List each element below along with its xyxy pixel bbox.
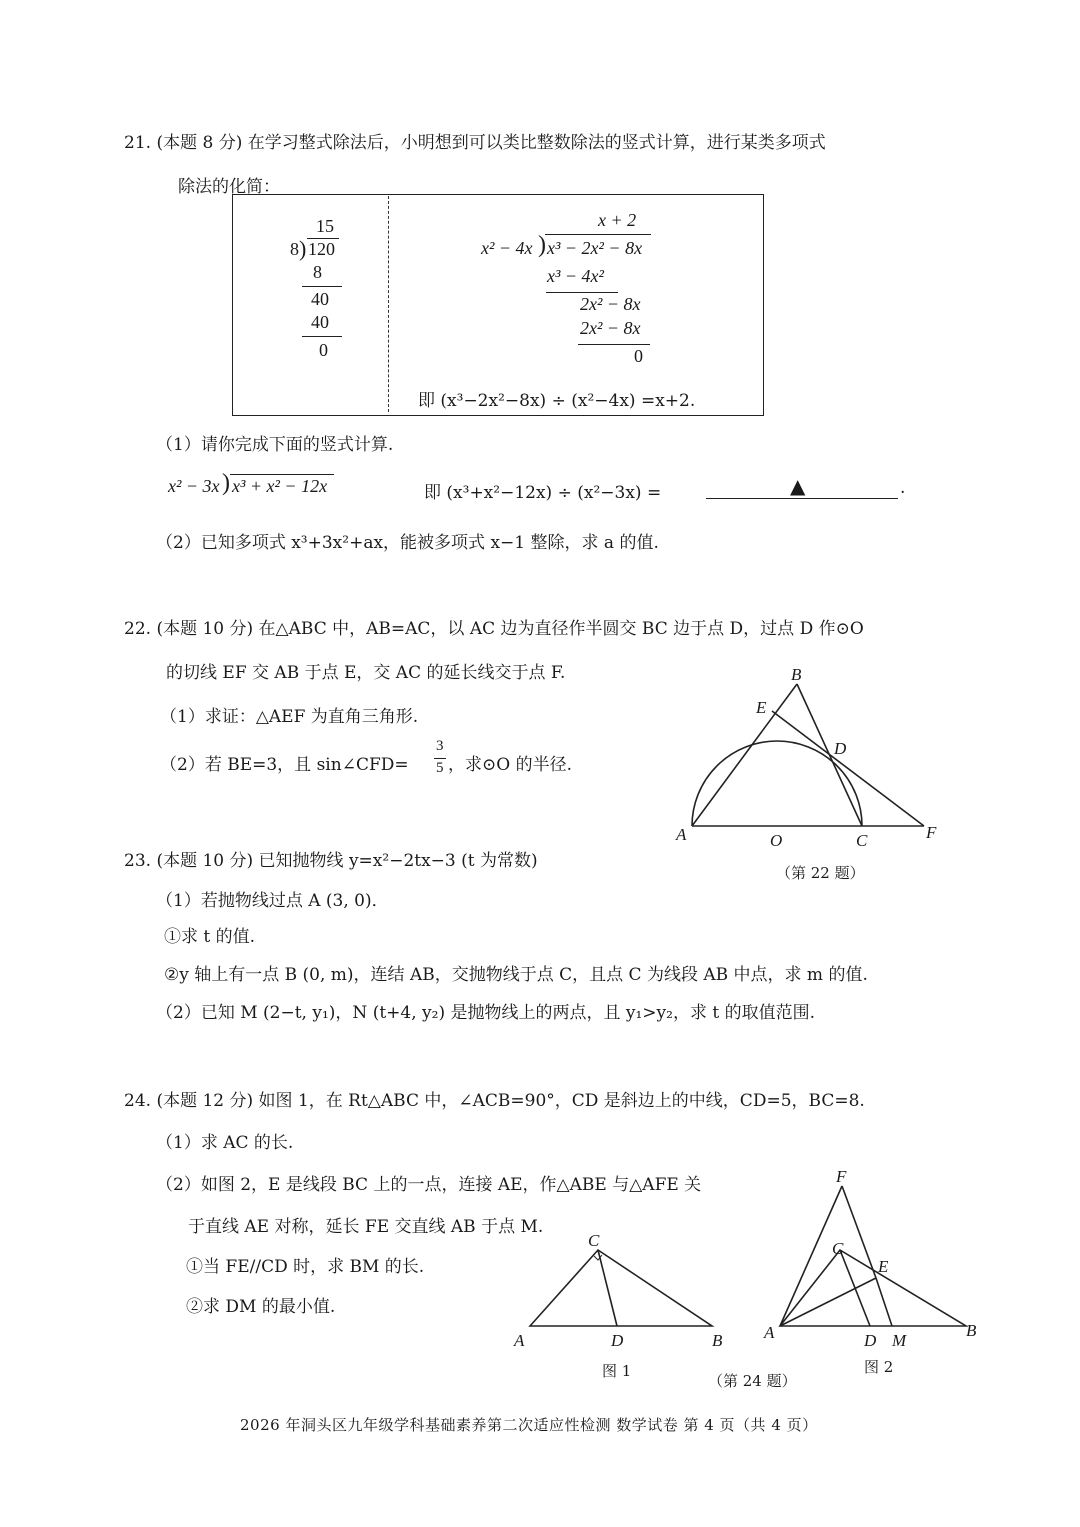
fig1-label-c: C bbox=[588, 1231, 600, 1250]
label-o: O bbox=[770, 831, 783, 850]
label-a: A bbox=[676, 825, 687, 844]
tangent-ef bbox=[772, 711, 924, 826]
q22-part1: （1）求证：△AEF 为直角三角形. bbox=[160, 707, 419, 727]
fig2-label-m: M bbox=[892, 1331, 907, 1350]
q21-part2: （2）已知多项式 x³+3x²+ax，能被多项式 x−1 整除，求 a 的值. bbox=[156, 533, 659, 553]
q23-stem: 23. (本题 10 分) 已知抛物线 y=x²−2tx−3 (t 为常数) bbox=[124, 851, 538, 871]
poly-quotient: x + 2 bbox=[598, 210, 637, 230]
int-step1: 8 bbox=[313, 262, 322, 282]
q21-stem-line2: 除法的化简： bbox=[178, 177, 280, 197]
label-c: C bbox=[856, 831, 868, 850]
label-d: D bbox=[834, 739, 847, 758]
int-rem1: 40 bbox=[311, 289, 329, 309]
q21-stem-line1: 21. (本题 8 分) 在学习整式除法后，小明想到可以类比整数除法的竖式计算，进行某类多项式 bbox=[124, 133, 826, 153]
q24-figure2 bbox=[756, 1166, 986, 1356]
q24-part1: （1）求 AC 的长. bbox=[156, 1133, 294, 1153]
fig1-label-b: B bbox=[712, 1331, 723, 1350]
exercise-dividend: x³ + x² − 12x bbox=[232, 476, 328, 496]
label-e: E bbox=[756, 698, 767, 717]
triangle-abc bbox=[530, 1250, 712, 1326]
segment-cd bbox=[840, 1250, 870, 1326]
q23-part1: （1）若抛物线过点 A (3, 0)． bbox=[156, 891, 389, 911]
int-bracket: ) bbox=[299, 236, 307, 261]
int-divisor: 8 bbox=[290, 239, 299, 259]
q24-caption: （第 24 题） bbox=[708, 1372, 797, 1390]
fig1-label-a: A bbox=[514, 1331, 525, 1350]
poly-rem2: 0 bbox=[634, 346, 643, 366]
poly-conclusion: 即 (x³−2x²−8x) ÷ (x²−4x) =x+2. bbox=[418, 391, 696, 411]
segment-fe bbox=[842, 1186, 876, 1278]
q22-caption: （第 22 题） bbox=[776, 864, 865, 882]
fig2-label-c: C bbox=[832, 1239, 844, 1258]
q22-figure bbox=[660, 656, 950, 886]
q22-part2-b: ，求⊙O 的半径. bbox=[448, 755, 572, 775]
int-step2: 40 bbox=[311, 312, 329, 332]
int-rule2 bbox=[302, 336, 342, 337]
q24-sub2: ②求 DM 的最小值. bbox=[186, 1297, 336, 1317]
int-rem2: 0 bbox=[319, 340, 328, 360]
int-rule1 bbox=[302, 286, 342, 287]
segment-ae bbox=[780, 1278, 876, 1326]
q21-part1: （1）请你完成下面的竖式计算. bbox=[156, 435, 394, 455]
poly-step2: 2x² − 8x bbox=[580, 318, 641, 338]
poly-vinculum bbox=[545, 234, 651, 235]
fig2-label-e: E bbox=[878, 1257, 889, 1276]
page-footer: 2026 年洞头区九年级学科基础素养第二次适应性检测 数学试卷 第 4 页（共 4 页） bbox=[240, 1416, 818, 1434]
q22-frac-den: 5 bbox=[436, 760, 444, 776]
answer-blank[interactable] bbox=[706, 498, 898, 499]
poly-bracket: ) bbox=[538, 232, 546, 258]
q22-part2-a: （2）若 BE=3，且 sin∠CFD= bbox=[160, 755, 409, 775]
q22-stem-line2: 的切线 EF 交 AB 于点 E，交 AC 的延长线交于点 F. bbox=[166, 663, 566, 683]
fig1-caption: 图 1 bbox=[602, 1362, 632, 1380]
q24-stem: 24. (本题 12 分) 如图 1，在 Rt△ABC 中，∠ACB=90°，CD 是斜边上的中线，CD=5，BC=8. bbox=[124, 1091, 865, 1111]
poly-dividend: x³ − 2x² − 8x bbox=[547, 238, 643, 258]
fig2-label-b: B bbox=[966, 1321, 977, 1340]
exercise-answer-prefix: 即 (x³+x²−12x) ÷ (x²−3x) = bbox=[424, 483, 662, 503]
poly-rem1: 2x² − 8x bbox=[580, 294, 641, 314]
q21-box-divider bbox=[388, 196, 389, 412]
fig2-label-f: F bbox=[836, 1167, 847, 1186]
label-b: B bbox=[791, 665, 802, 684]
label-f: F bbox=[926, 823, 937, 842]
q24-part2-b: 于直线 AE 对称，延长 FE 交直线 AB 于点 M. bbox=[188, 1217, 544, 1237]
q24-part2-a: （2）如图 2，E 是线段 BC 上的一点，连接 AE，作△ABE 与△AFE 关 bbox=[156, 1175, 702, 1195]
q23-sub2: ②y 轴上有一点 B (0, m)，连结 AB，交抛物线于点 C，且点 C 为线段 AB 中点，求 m 的值. bbox=[164, 965, 868, 985]
side-ab bbox=[692, 684, 797, 826]
q24-sub1: ①当 FE//CD 时，求 BM 的长. bbox=[186, 1257, 425, 1277]
q23-part2: （2）已知 M (2−t, y₁)，N (t+4, y₂) 是抛物线上的两点，且 y₁>y₂，求 t 的取值范围. bbox=[156, 1003, 816, 1023]
q22-frac-bar bbox=[434, 758, 446, 759]
q22-frac-num: 3 bbox=[436, 738, 444, 754]
int-quotient: 15 bbox=[316, 216, 334, 236]
answer-suffix: . bbox=[900, 478, 906, 498]
q22-stem-line1: 22. (本题 10 分) 在△ABC 中，AB=AC，以 AC 边为直径作半圆交 BC 边于点 D，过点 D 作⊙O bbox=[124, 619, 864, 639]
fig2-caption: 图 2 bbox=[864, 1358, 894, 1376]
q24-figure1 bbox=[506, 1228, 736, 1358]
poly-rule1 bbox=[546, 292, 618, 293]
fig1-label-d: D bbox=[611, 1331, 624, 1350]
poly-divisor: x² − 4x bbox=[481, 238, 533, 258]
segment-em bbox=[876, 1278, 892, 1326]
poly-rule2 bbox=[578, 344, 650, 345]
fig2-label-d: D bbox=[864, 1331, 877, 1350]
exercise-bracket: ) bbox=[222, 470, 230, 496]
q23-sub1: ①求 t 的值. bbox=[164, 927, 256, 947]
exercise-vinculum bbox=[230, 474, 334, 475]
answer-triangle-mark: ▲ bbox=[790, 474, 806, 498]
poly-step1: x³ − 4x² bbox=[547, 266, 604, 286]
int-dividend: 120 bbox=[308, 239, 335, 259]
fig2-label-a: A bbox=[764, 1323, 775, 1342]
exercise-divisor: x² − 3x bbox=[168, 476, 220, 496]
